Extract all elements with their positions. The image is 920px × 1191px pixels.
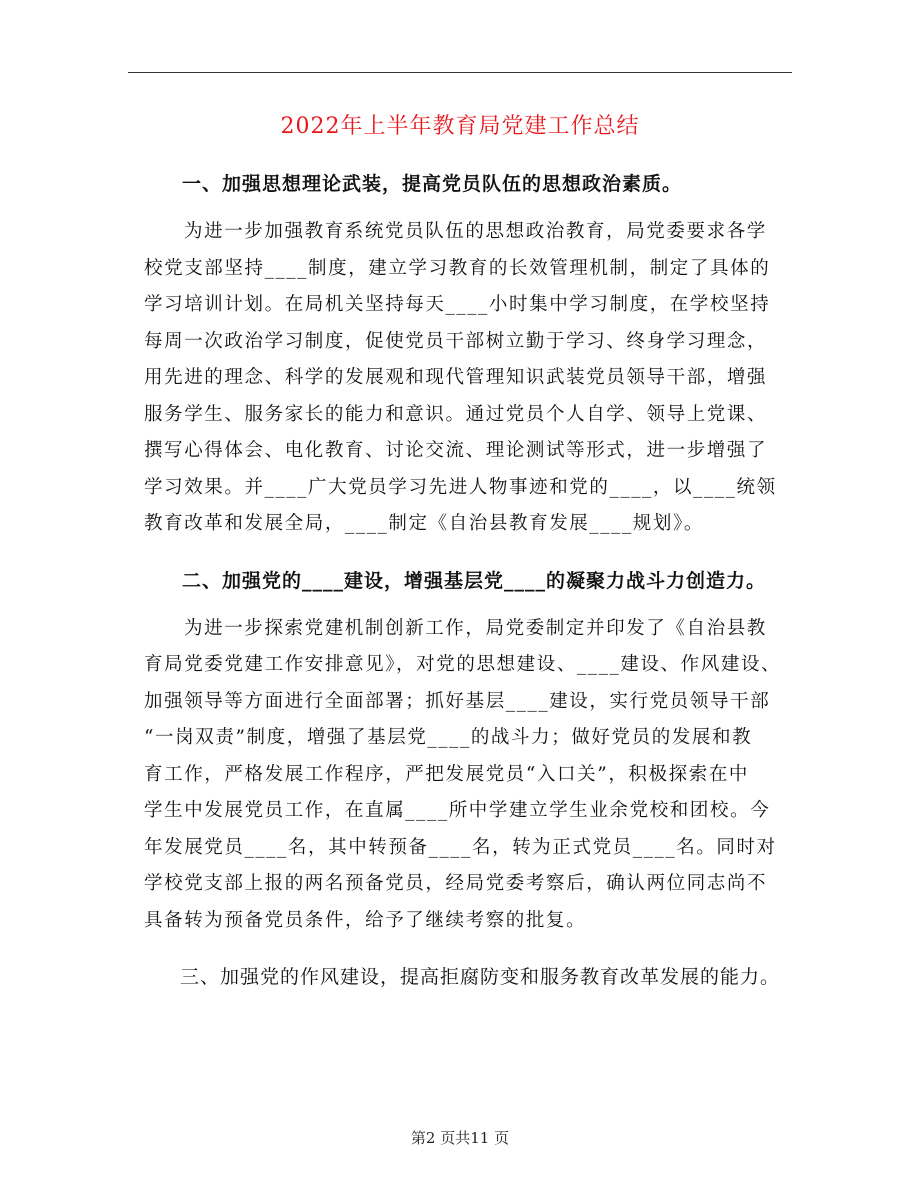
paragraph-line: 年发展党员____名，其中转预备____名，转为正式党员____名。同时对 <box>144 836 777 858</box>
paragraph-line: 撰写心得体会、电化教育、讨论交流、理论测试等形式，进一步增强了 <box>144 440 768 461</box>
paragraph-line: 每周一次政治学习制度，促使党员干部树立勤于学习、终身学习理念， <box>144 330 768 352</box>
section-3-heading: 三、加强党的作风建设，提高拒腐防变和服务教育改革发展的能力。 <box>180 966 781 988</box>
paragraph-line: 用先进的理念、科学的发展观和现代管理知识武装党员领导干部，增强 <box>144 367 768 388</box>
document-title: 2022年上半年教育局党建工作总结 <box>280 114 640 139</box>
header-rule <box>128 72 792 73</box>
paragraph-line: “一岗双责”制度，增强了基层党____的战斗力；做好党员的发展和教 <box>144 727 753 748</box>
paragraph-line: 具备转为预备党员条件，给予了继续考察的批复。 <box>144 909 587 931</box>
section-1-heading: 一、加强思想理论武装，提高党员队伍的思想政治素质。 <box>182 173 683 195</box>
paragraph-line: 育局党委党建工作安排意见》，对党的思想建设、____建设、作风建设、 <box>144 654 782 675</box>
paragraph-line: 学校党支部上报的两名预备党员，经局党委考察后，确认两位同志尚不 <box>144 873 768 894</box>
page-number-footer: 第2 页共11 页 <box>410 1129 510 1147</box>
paragraph-line: 服务学生、服务家长的能力和意识。通过党员个人自学、领导上党课、 <box>144 403 768 425</box>
section-2-paragraph <box>144 611 804 940</box>
section-1-paragraph <box>144 214 804 543</box>
section-2-heading: 二、加强党的____建设，增强基层党____的凝聚力战斗力创造力。 <box>182 569 767 592</box>
document-body <box>144 164 804 997</box>
paragraph-line: 为进一步探索党建机制创新工作，局党委制定并印发了《自治县教 <box>184 617 767 639</box>
paragraph-line: 学生中发展党员工作，在直属____所中学建立学生业余党校和团校。今 <box>144 800 771 821</box>
paragraph-line: 育工作，严格发展工作程序，严把发展党员“入口关”，积极探索在中 <box>144 763 750 785</box>
paragraph-line: 校党支部坚持____制度，建立学习教育的长效管理机制，制定了具体的 <box>144 257 771 279</box>
paragraph-line: 教育改革和发展全局，____制定《自治县教育发展____规划》。 <box>144 513 704 534</box>
paragraph-line: 加强领导等方面进行全面部署；抓好基层____建设，实行党员领导干部 <box>144 690 771 712</box>
paragraph-line: 为进一步加强教育系统党员队伍的思想政治教育，局党委要求各学 <box>184 221 767 242</box>
paragraph-line: 学习培训计划。在局机关坚持每天____小时集中学习制度，在学校坚持 <box>144 294 771 315</box>
paragraph-line: 学习效果。并____广大党员学习先进人物事迹和党的____，以____统领 <box>144 476 777 498</box>
